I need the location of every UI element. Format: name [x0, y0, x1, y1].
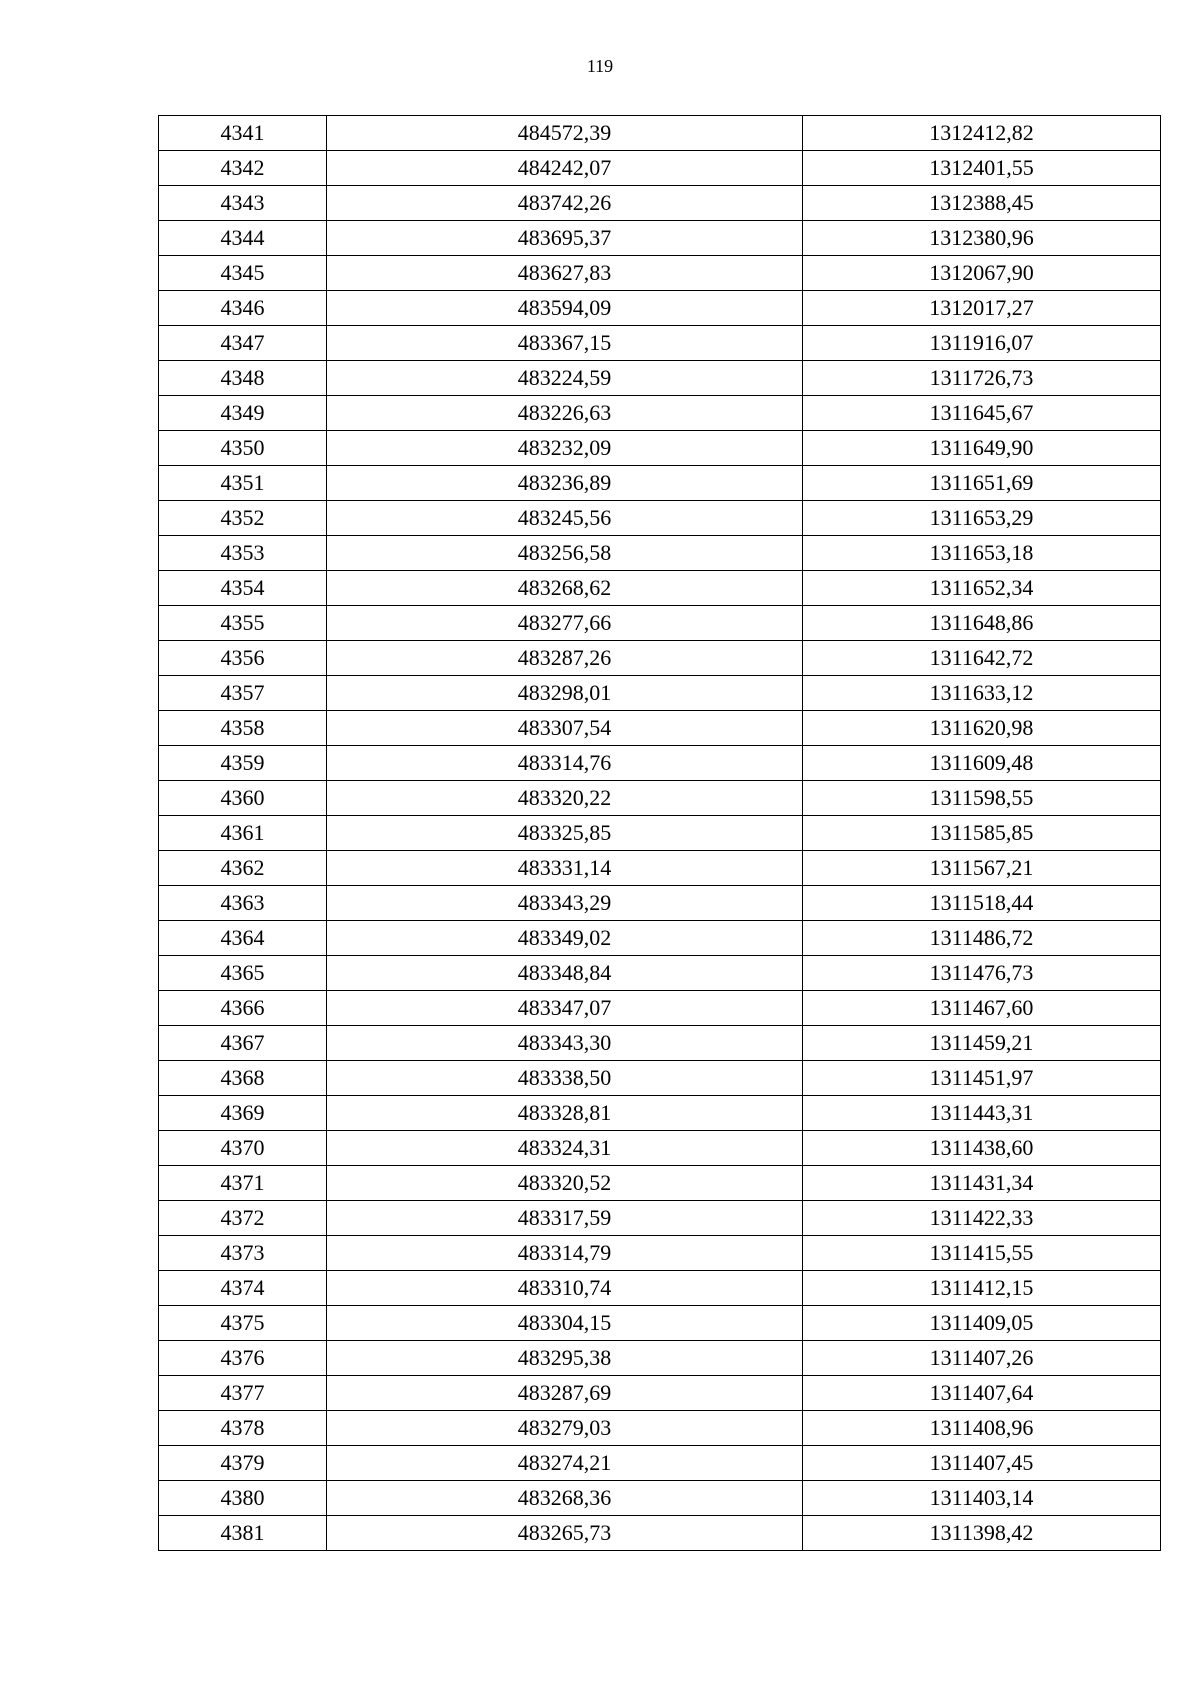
x-coordinate-cell: 483268,36 — [327, 1481, 803, 1516]
table-row — [159, 256, 1161, 291]
x-coordinate-cell: 483310,74 — [327, 1271, 803, 1306]
point-number-cell: 4351 — [159, 466, 327, 501]
table-row — [159, 1096, 1161, 1131]
point-number-cell: 4341 — [159, 116, 327, 151]
point-number-cell: 4362 — [159, 851, 327, 886]
table-row — [159, 466, 1161, 501]
table-row — [159, 1061, 1161, 1096]
y-coordinate-cell: 1311412,15 — [803, 1271, 1161, 1306]
table-row — [159, 1026, 1161, 1061]
point-number-cell: 4350 — [159, 431, 327, 466]
point-number-cell: 4356 — [159, 641, 327, 676]
point-number-cell: 4358 — [159, 711, 327, 746]
x-coordinate-cell: 483328,81 — [327, 1096, 803, 1131]
table-row — [159, 1376, 1161, 1411]
x-coordinate-cell: 483304,15 — [327, 1306, 803, 1341]
x-coordinate-cell: 483307,54 — [327, 711, 803, 746]
y-coordinate-cell: 1311651,69 — [803, 466, 1161, 501]
y-coordinate-cell: 1311438,60 — [803, 1131, 1161, 1166]
point-number-cell: 4347 — [159, 326, 327, 361]
x-coordinate-cell: 483245,56 — [327, 501, 803, 536]
table-row — [159, 151, 1161, 186]
y-coordinate-cell: 1311649,90 — [803, 431, 1161, 466]
y-coordinate-cell: 1311407,26 — [803, 1341, 1161, 1376]
point-number-cell: 4365 — [159, 956, 327, 991]
point-number-cell: 4381 — [159, 1516, 327, 1551]
point-number-cell: 4354 — [159, 571, 327, 606]
table-row — [159, 1271, 1161, 1306]
table-row — [159, 361, 1161, 396]
y-coordinate-cell: 1311422,33 — [803, 1201, 1161, 1236]
point-number-cell: 4367 — [159, 1026, 327, 1061]
x-coordinate-cell: 483314,79 — [327, 1236, 803, 1271]
x-coordinate-cell: 483627,83 — [327, 256, 803, 291]
point-number-cell: 4361 — [159, 816, 327, 851]
table-row — [159, 886, 1161, 921]
x-coordinate-cell: 483317,59 — [327, 1201, 803, 1236]
y-coordinate-cell: 1312388,45 — [803, 186, 1161, 221]
y-coordinate-cell: 1311653,18 — [803, 536, 1161, 571]
point-number-cell: 4344 — [159, 221, 327, 256]
table-row — [159, 1481, 1161, 1516]
y-coordinate-cell: 1311431,34 — [803, 1166, 1161, 1201]
point-number-cell: 4369 — [159, 1096, 327, 1131]
point-number-cell: 4377 — [159, 1376, 327, 1411]
x-coordinate-cell: 484572,39 — [327, 116, 803, 151]
y-coordinate-cell: 1311598,55 — [803, 781, 1161, 816]
x-coordinate-cell: 483320,52 — [327, 1166, 803, 1201]
x-coordinate-cell: 483349,02 — [327, 921, 803, 956]
point-number-cell: 4378 — [159, 1411, 327, 1446]
table-row — [159, 1411, 1161, 1446]
table-row — [159, 746, 1161, 781]
table-row — [159, 396, 1161, 431]
x-coordinate-cell: 483236,89 — [327, 466, 803, 501]
point-number-cell: 4376 — [159, 1341, 327, 1376]
y-coordinate-cell: 1311408,96 — [803, 1411, 1161, 1446]
y-coordinate-cell: 1311652,34 — [803, 571, 1161, 606]
x-coordinate-cell: 483348,84 — [327, 956, 803, 991]
table-row — [159, 431, 1161, 466]
x-coordinate-cell: 483367,15 — [327, 326, 803, 361]
y-coordinate-cell: 1311407,64 — [803, 1376, 1161, 1411]
point-number-cell: 4363 — [159, 886, 327, 921]
point-number-cell: 4359 — [159, 746, 327, 781]
table-row — [159, 606, 1161, 641]
table-row — [159, 851, 1161, 886]
table-row — [159, 536, 1161, 571]
x-coordinate-cell: 483268,62 — [327, 571, 803, 606]
point-number-cell: 4352 — [159, 501, 327, 536]
point-number-cell: 4368 — [159, 1061, 327, 1096]
table-row — [159, 221, 1161, 256]
point-number-cell: 4370 — [159, 1131, 327, 1166]
table-row — [159, 116, 1161, 151]
table-row — [159, 1446, 1161, 1481]
point-number-cell: 4360 — [159, 781, 327, 816]
x-coordinate-cell: 483594,09 — [327, 291, 803, 326]
y-coordinate-cell: 1311567,21 — [803, 851, 1161, 886]
x-coordinate-cell: 483226,63 — [327, 396, 803, 431]
y-coordinate-cell: 1311585,85 — [803, 816, 1161, 851]
coordinates-table-body — [159, 116, 1161, 1551]
point-number-cell: 4349 — [159, 396, 327, 431]
x-coordinate-cell: 483298,01 — [327, 676, 803, 711]
y-coordinate-cell: 1311443,31 — [803, 1096, 1161, 1131]
point-number-cell: 4380 — [159, 1481, 327, 1516]
y-coordinate-cell: 1311726,73 — [803, 361, 1161, 396]
point-number-cell: 4379 — [159, 1446, 327, 1481]
x-coordinate-cell: 483287,69 — [327, 1376, 803, 1411]
x-coordinate-cell: 483347,07 — [327, 991, 803, 1026]
table-row — [159, 291, 1161, 326]
y-coordinate-cell: 1311648,86 — [803, 606, 1161, 641]
x-coordinate-cell: 483331,14 — [327, 851, 803, 886]
y-coordinate-cell: 1311467,60 — [803, 991, 1161, 1026]
point-number-cell: 4348 — [159, 361, 327, 396]
coordinates-table — [158, 115, 1161, 1551]
y-coordinate-cell: 1311518,44 — [803, 886, 1161, 921]
table-row — [159, 956, 1161, 991]
x-coordinate-cell: 483338,50 — [327, 1061, 803, 1096]
page-number: 119 — [586, 56, 614, 76]
table-row — [159, 1341, 1161, 1376]
x-coordinate-cell: 483265,73 — [327, 1516, 803, 1551]
y-coordinate-cell: 1311398,42 — [803, 1516, 1161, 1551]
y-coordinate-cell: 1311451,97 — [803, 1061, 1161, 1096]
table-row — [159, 921, 1161, 956]
table-row — [159, 676, 1161, 711]
point-number-cell: 4342 — [159, 151, 327, 186]
point-number-cell: 4357 — [159, 676, 327, 711]
x-coordinate-cell: 483274,21 — [327, 1446, 803, 1481]
table-row — [159, 1516, 1161, 1551]
table-row — [159, 991, 1161, 1026]
point-number-cell: 4371 — [159, 1166, 327, 1201]
y-coordinate-cell: 1311653,29 — [803, 501, 1161, 536]
point-number-cell: 4355 — [159, 606, 327, 641]
point-number-cell: 4353 — [159, 536, 327, 571]
x-coordinate-cell: 483314,76 — [327, 746, 803, 781]
point-number-cell: 4374 — [159, 1271, 327, 1306]
point-number-cell: 4372 — [159, 1201, 327, 1236]
y-coordinate-cell: 1311403,14 — [803, 1481, 1161, 1516]
y-coordinate-cell: 1312412,82 — [803, 116, 1161, 151]
x-coordinate-cell: 483256,58 — [327, 536, 803, 571]
table-row — [159, 781, 1161, 816]
x-coordinate-cell: 484242,07 — [327, 151, 803, 186]
x-coordinate-cell: 483325,85 — [327, 816, 803, 851]
point-number-cell: 4366 — [159, 991, 327, 1026]
point-number-cell: 4375 — [159, 1306, 327, 1341]
y-coordinate-cell: 1312380,96 — [803, 221, 1161, 256]
point-number-cell: 4373 — [159, 1236, 327, 1271]
y-coordinate-cell: 1311916,07 — [803, 326, 1161, 361]
y-coordinate-cell: 1311620,98 — [803, 711, 1161, 746]
table-row — [159, 1236, 1161, 1271]
table-row — [159, 186, 1161, 221]
x-coordinate-cell: 483695,37 — [327, 221, 803, 256]
x-coordinate-cell: 483295,38 — [327, 1341, 803, 1376]
y-coordinate-cell: 1311407,45 — [803, 1446, 1161, 1481]
table-row — [159, 1166, 1161, 1201]
table-row — [159, 1131, 1161, 1166]
x-coordinate-cell: 483742,26 — [327, 186, 803, 221]
y-coordinate-cell: 1312067,90 — [803, 256, 1161, 291]
x-coordinate-cell: 483232,09 — [327, 431, 803, 466]
table-row — [159, 816, 1161, 851]
table-row — [159, 711, 1161, 746]
y-coordinate-cell: 1311409,05 — [803, 1306, 1161, 1341]
y-coordinate-cell: 1311633,12 — [803, 676, 1161, 711]
y-coordinate-cell: 1312017,27 — [803, 291, 1161, 326]
x-coordinate-cell: 483279,03 — [327, 1411, 803, 1446]
point-number-cell: 4345 — [159, 256, 327, 291]
table-row — [159, 1201, 1161, 1236]
x-coordinate-cell: 483224,59 — [327, 361, 803, 396]
y-coordinate-cell: 1311415,55 — [803, 1236, 1161, 1271]
x-coordinate-cell: 483277,66 — [327, 606, 803, 641]
y-coordinate-cell: 1311459,21 — [803, 1026, 1161, 1061]
y-coordinate-cell: 1311609,48 — [803, 746, 1161, 781]
table-row — [159, 571, 1161, 606]
x-coordinate-cell: 483287,26 — [327, 641, 803, 676]
table-row — [159, 1306, 1161, 1341]
point-number-cell: 4346 — [159, 291, 327, 326]
y-coordinate-cell: 1311476,73 — [803, 956, 1161, 991]
x-coordinate-cell: 483320,22 — [327, 781, 803, 816]
y-coordinate-cell: 1311642,72 — [803, 641, 1161, 676]
x-coordinate-cell: 483324,31 — [327, 1131, 803, 1166]
point-number-cell: 4364 — [159, 921, 327, 956]
table-row — [159, 641, 1161, 676]
y-coordinate-cell: 1311645,67 — [803, 396, 1161, 431]
y-coordinate-cell: 1312401,55 — [803, 151, 1161, 186]
point-number-cell: 4343 — [159, 186, 327, 221]
x-coordinate-cell: 483343,30 — [327, 1026, 803, 1061]
x-coordinate-cell: 483343,29 — [327, 886, 803, 921]
table-row — [159, 326, 1161, 361]
table-row — [159, 501, 1161, 536]
y-coordinate-cell: 1311486,72 — [803, 921, 1161, 956]
